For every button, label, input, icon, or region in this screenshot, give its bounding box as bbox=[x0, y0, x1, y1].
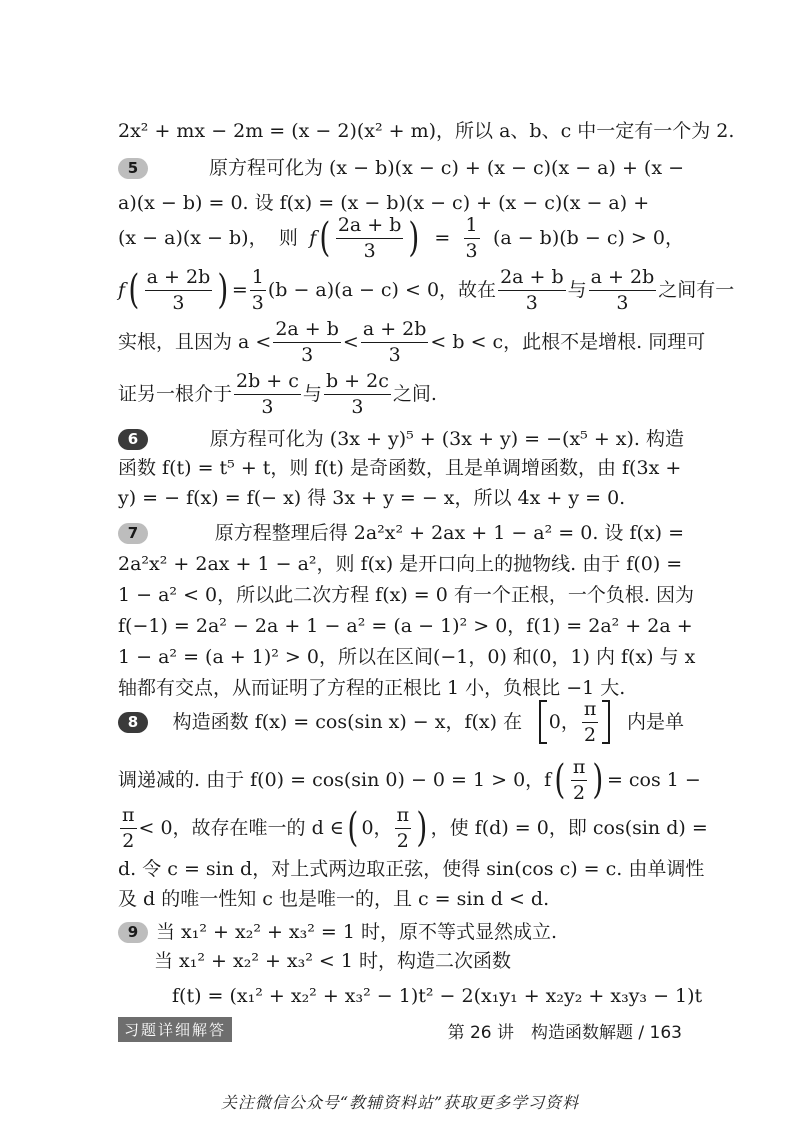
fraction bbox=[589, 265, 657, 314]
fraction bbox=[498, 265, 566, 314]
text: 2x² + mx − 2m = (x − 2)(x² + m)，所以 a、b、c 中一定有一个为 2. bbox=[118, 120, 735, 142]
text: < 0，故存在唯一的 d ∈ bbox=[138, 816, 344, 839]
problem-7-badge: 7 bbox=[118, 523, 148, 544]
fraction-numerator: π bbox=[120, 806, 137, 829]
text: 2a²x² + 2ax + 1 − a²，则 f(x) 是开口向上的抛物线. 由于 f(0) = bbox=[118, 553, 683, 575]
fraction-numerator: π bbox=[571, 758, 588, 781]
text-line: (x − a)(x − b)， 则 f ( $\frac{2a + b}{3}$ ) = $\frac{1}{3}$ (a − b)(b − c) > 0， bbox=[118, 213, 684, 262]
fraction-numerator: π bbox=[582, 700, 599, 723]
text: 之间. bbox=[392, 382, 437, 405]
text: 1 − a² < 0，所以此二次方程 f(x) = 0 有一个正根，一个负根. 因为 bbox=[118, 584, 694, 606]
fraction bbox=[250, 265, 266, 314]
text-line bbox=[118, 697, 684, 746]
fraction bbox=[273, 317, 341, 366]
fraction-numerator: 2a + b bbox=[336, 216, 404, 239]
problem-8-badge: 8 bbox=[118, 712, 148, 733]
text: = bbox=[434, 226, 451, 249]
text: a)(x − b) = 0. 设 f(x) = (x − b)(x − c) + (x − c)(x − a) + bbox=[118, 192, 650, 214]
fraction bbox=[395, 803, 412, 852]
fraction-denominator: 3 bbox=[172, 291, 185, 314]
fraction-numerator: 1 bbox=[250, 268, 266, 291]
formula: f(t) = (x₁² + x₂² + x₃² − 1)t² − 2(x₁y₁ + x₂y₂ + x₃y₃ − 1)t bbox=[172, 985, 703, 1007]
text: 原方程可化为 (3x + y)⁵ + (3x + y) = −(x⁵ + x). 构造 bbox=[209, 428, 684, 450]
fraction-numerator: a + 2b bbox=[145, 268, 213, 291]
text: = cos 1 − bbox=[606, 768, 701, 791]
text-line bbox=[118, 489, 684, 508]
section-label: 习题详细解答 bbox=[118, 1017, 232, 1042]
text: 原方程可化为 (x − b)(x − c) + (x − c)(x − a) + (x − bbox=[208, 157, 684, 179]
text-line: $\frac{\pi}{2}$ < 0，故存在唯一的 d ∈ ( 0， $\frac{\pi}{2}$ ) ，使 f(d) = 0，即 cos(sin d) = bbox=[122, 803, 708, 852]
fraction-numerator: π bbox=[395, 806, 412, 829]
formula-line bbox=[172, 985, 703, 1007]
text-line bbox=[118, 523, 684, 544]
text: 及 d 的唯一性知 c 也是唯一的，且 c = sin d < d. bbox=[118, 888, 550, 910]
text: < bbox=[342, 330, 359, 353]
fraction-numerator: a + 2b bbox=[589, 268, 657, 291]
text: 0， bbox=[361, 816, 393, 839]
text: 构造函数 f(x) = cos(sin x) − x，f(x) 在 bbox=[172, 710, 523, 733]
fraction-denominator: 3 bbox=[301, 343, 314, 366]
text: f(−1) = 2a² − 2a + 1 − a² = (a − 1)² > 0，f(1) = 2a² + 2a + bbox=[118, 615, 693, 637]
problem-9-badge: 9 bbox=[118, 922, 148, 943]
text: y) = − f(x) = f(− x) 得 3x + y = − x，所以 4x + y = 0. bbox=[118, 487, 626, 509]
fraction bbox=[336, 213, 404, 262]
fraction bbox=[464, 213, 480, 262]
text: (a − b)(b − c) > 0， bbox=[492, 226, 684, 249]
text-line bbox=[118, 459, 684, 478]
text: 则 bbox=[278, 226, 298, 249]
text-line bbox=[118, 584, 694, 606]
text-line bbox=[118, 429, 684, 450]
fraction-numerator: 2b + c bbox=[234, 372, 301, 395]
fraction-denominator: 3 bbox=[616, 291, 629, 314]
fraction-denominator: 2 bbox=[573, 781, 586, 804]
text: f bbox=[309, 226, 317, 249]
fraction-numerator: 2a + b bbox=[498, 268, 566, 291]
fraction-numerator: 1 bbox=[464, 216, 480, 239]
text-line bbox=[118, 194, 684, 213]
text: = bbox=[231, 278, 248, 301]
text-line bbox=[118, 858, 705, 880]
text: < b < c，此根不是增根. 同理可 bbox=[430, 330, 706, 353]
text: 函数 f(t) = t⁵ + t，则 f(t) 是奇函数，且是单调增函数，由 f(3x + bbox=[118, 457, 682, 479]
fraction-denominator: 3 bbox=[388, 343, 401, 366]
text: 原方程整理后得 2a²x² + 2ax + 1 − a² = 0. 设 f(x) = bbox=[214, 522, 684, 544]
text-line bbox=[118, 555, 684, 574]
text-line: f ( $\frac{a + 2b}{3}$ ) = $\frac{1}{3}$ (b − a)(a − c) < 0，故在 $\frac{2a + b}{3}$ 与 $\frac{a + 2b}{3}$ 之间有一 bbox=[118, 265, 735, 314]
fraction bbox=[145, 265, 213, 314]
fraction-denominator: 3 bbox=[363, 239, 376, 262]
text: 内是单 bbox=[626, 710, 684, 733]
fraction-denominator: 3 bbox=[261, 395, 274, 418]
fraction-denominator: 2 bbox=[584, 723, 597, 746]
page-footer: 第 26 讲 构造函数解题 / 163 bbox=[447, 1023, 682, 1043]
problem-5-badge: 5 bbox=[118, 158, 148, 179]
text: d. 令 c = sin d，对上式两边取正弦，使得 sin(cos c) = c. 由单调性 bbox=[118, 858, 705, 880]
text-line: 调递减的. 由于 f(0) = cos(sin 0) − 0 = 1 > 0，f ( $\frac{\pi}{2}$ ) = cos 1 − bbox=[118, 755, 701, 804]
text: 与 bbox=[567, 278, 587, 301]
fraction bbox=[234, 369, 301, 418]
fraction-numerator: 2a + b bbox=[273, 320, 341, 343]
fraction bbox=[571, 755, 588, 804]
text-line bbox=[118, 890, 684, 909]
text-line bbox=[118, 158, 684, 179]
fraction-denominator: 2 bbox=[122, 829, 135, 852]
text: 之间有一 bbox=[658, 278, 735, 301]
fraction-denominator: 3 bbox=[251, 291, 264, 314]
text: 1 − a² = (a + 1)² > 0，所以在区间(−1，0) 和(0，1) 内 f(x) 与 x bbox=[118, 646, 696, 668]
text: (b − a)(a − c) < 0，故在 bbox=[267, 278, 497, 301]
fraction-numerator: a + 2b bbox=[361, 320, 429, 343]
fraction-numerator: b + 2c bbox=[324, 372, 391, 395]
problem-6-badge: 6 bbox=[118, 429, 148, 450]
fraction-denominator: 3 bbox=[525, 291, 538, 314]
text: 当 x₁² + x₂² + x₃² < 1 时，构造二次函数 bbox=[154, 950, 512, 972]
text-line bbox=[118, 615, 693, 637]
text: 调递减的. 由于 f(0) = cos(sin 0) − 0 = 1 > 0，f bbox=[118, 768, 552, 791]
text-line bbox=[118, 679, 684, 698]
fraction-denominator: 2 bbox=[396, 829, 409, 852]
text: 轴都有交点，从而证明了方程的正根比 1 小，负根比 −1 大. bbox=[118, 677, 626, 699]
fraction bbox=[120, 803, 137, 852]
fraction bbox=[582, 697, 599, 746]
text: (x − a)(x − b)， bbox=[118, 226, 268, 249]
fraction bbox=[324, 369, 391, 418]
text: 实根，且因为 a < bbox=[118, 330, 272, 353]
text: 与 bbox=[302, 382, 322, 405]
text-line bbox=[118, 120, 735, 142]
text-line bbox=[118, 646, 696, 668]
fraction-denominator: 3 bbox=[465, 239, 478, 262]
text: 0， bbox=[548, 710, 580, 733]
text: 证另一根介于 bbox=[118, 382, 233, 405]
text-line bbox=[118, 922, 684, 943]
text-line bbox=[118, 369, 684, 418]
watermark-text: 关注微信公众号“教辅资料站”获取更多学习资料 bbox=[220, 1093, 580, 1112]
fraction-denominator: 3 bbox=[351, 395, 364, 418]
text-line bbox=[118, 317, 706, 366]
text: ，使 f(d) = 0，即 cos(sin d) = bbox=[430, 816, 708, 839]
text-line bbox=[154, 952, 684, 971]
text: f bbox=[118, 278, 126, 301]
text: 当 x₁² + x₂² + x₃² = 1 时，原不等式显然成立. bbox=[156, 921, 558, 943]
fraction bbox=[361, 317, 429, 366]
